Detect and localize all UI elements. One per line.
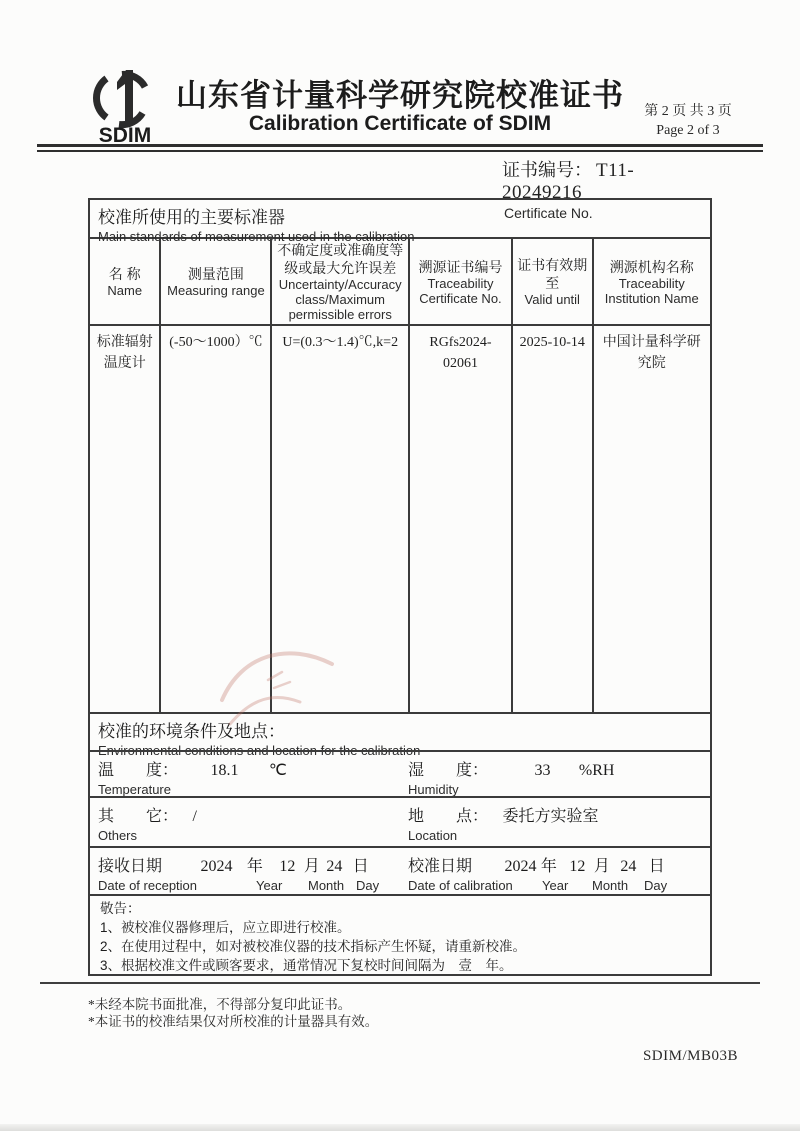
certificate-title-en: Calibration Certificate of SDIM [248,112,552,135]
humidity-label: 湿 度： [408,762,489,779]
standards-title-en: Main standards of measurement used in the calibration [98,229,415,244]
calibration-year-en: Year [542,878,569,893]
location-value: 委托方实验室 [502,808,599,825]
calibration-date-field [400,848,710,894]
reception-date-label: 接收日期 [98,858,163,875]
others-label-en: Others [98,828,138,843]
calibration-date-label: 校准日期 [408,858,473,875]
footnote-2: *本证书的校准结果仅对所校准的计量器具有效。 [88,1014,379,1029]
cell-uncertainty: U=(0.3～1.4)℃,k=2 [270,326,408,712]
calibration-year-char: 年 [540,858,557,875]
temperature-humidity-row [90,750,710,796]
reception-month: 12 [279,858,296,875]
temperature-value: 18.1 [210,762,239,779]
standards-table-row [90,324,710,712]
calibration-month: 12 [569,858,586,875]
reception-year: 2024 [200,858,233,875]
dates-row [90,846,710,894]
column-header-name: 名 称 Name [107,266,143,298]
reception-date-label-en: Date of reception [98,878,198,893]
reception-month-char: 月 [303,858,320,875]
cell-measuring-range: (-50～1000）℃ [159,326,270,712]
humidity-value: 33 [534,762,551,779]
calibration-day-char: 日 [648,858,665,875]
page-indicator-en: Page 2 of 3 [656,123,720,138]
location-label: 地 点： [408,808,489,825]
notice-item-2: 2、在使用过程中，如对被校准仪器的技术指标产生怀疑，请重新校准。 [100,939,527,954]
others-location-row [90,796,710,846]
footnotes [88,996,378,1030]
location-field [400,798,710,846]
notice-item-3: 3、根据校准文件或顾客要求，通常情况下复校时间间隔为 壹 年。 [100,958,513,973]
standards-table-header [90,237,710,324]
calibration-month-char: 月 [593,858,610,875]
cell-traceability-no: RGfs2024-02061 [408,326,511,712]
cell-valid-until: 2025-10-14 [511,326,592,712]
reception-day: 24 [326,858,343,875]
certificate-number-label: 证书编号： [502,160,592,180]
header-divider [37,144,763,152]
certificate-title-zh: 山东省计量科学研究院校准证书 [176,78,624,113]
calibration-day: 24 [620,858,637,875]
humidity-unit: %RH [578,762,615,779]
others-label: 其 它： [98,808,179,825]
calibration-year: 2024 [504,858,537,875]
reception-month-en: Month [308,878,345,893]
form-code: SDIM/MB03B [642,1048,738,1064]
notice-item-1: 1、被校准仪器修理后，应立即进行校准。 [100,920,351,935]
standards-title-zh: 校准所使用的主要标准器 [98,208,285,227]
reception-year-char: 年 [246,858,263,875]
column-header-valid-until: 证书有效期至 Valid until [511,239,592,324]
reception-day-char: 日 [352,858,369,875]
temperature-label: 温 度： [98,762,179,779]
column-header-measuring-range: 测量范围 Measuring range [159,239,270,324]
calibration-day-en: Day [644,878,668,893]
temperature-label-en: Temperature [98,782,171,797]
others-value: / [192,808,197,825]
calibration-date-label-en: Date of calibration [408,878,513,893]
cell-institution: 中国计量科学研究院 [592,326,710,712]
reception-year-en: Year [256,878,283,893]
cell-standard-name: 标准辐射温度计 [96,335,153,371]
reception-date-field [90,848,400,894]
temperature-unit: ℃ [268,762,287,779]
svg-text:SDIM: SDIM [98,124,152,144]
location-label-en: Location [408,828,458,843]
environment-title-zh: 校准的环境条件及地点： [98,722,285,741]
environment-title-en: Environmental conditions and location for the calibration [98,743,421,758]
footnote-1: *未经本院书面批准，不得部分复印此证书。 [88,997,352,1012]
notice-section [90,894,710,974]
scan-edge-artifact [0,1124,800,1131]
humidity-label-en: Humidity [408,782,459,797]
others-field [90,798,400,846]
certificate-number-label-en: Certificate No. [504,205,593,221]
notice-title: 敬告： [100,901,141,916]
humidity-field [400,752,710,796]
column-header-uncertainty: 不确定度或准确度等级或最大允许误差 Uncertainty/Accuracy class/Maximum permissible errors [270,239,408,324]
environment-section-title [90,712,710,758]
temperature-field [90,752,400,796]
column-header-traceability-no: 溯源证书编号 Traceability Certificate No. [408,239,511,324]
footer-divider [40,982,760,984]
page-indicator [618,102,758,140]
column-header-institution: 溯源机构名称 Traceability Institution Name [592,239,710,324]
page-indicator-zh: 第 2 页 共 3 页 [644,104,732,119]
standards-section-title [90,200,710,244]
reception-day-en: Day [356,878,380,893]
calibration-month-en: Month [592,878,629,893]
certificate-number-value: T11-20249216 [502,160,635,203]
certificate-body [88,198,712,976]
